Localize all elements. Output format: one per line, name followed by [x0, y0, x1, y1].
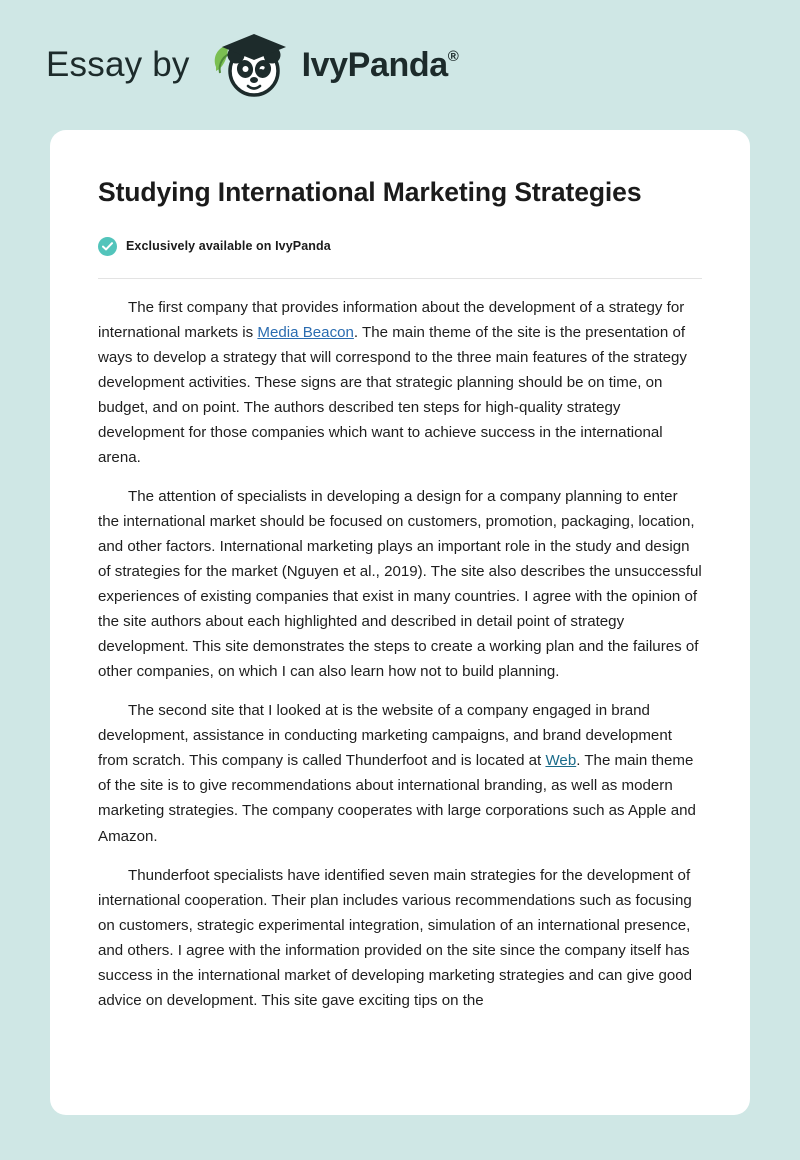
status-badge	[98, 237, 702, 256]
paragraph-3-text-before: The second site that I looked at is the website of a company engaged in brand development, assistance in conducting marketing campaigns, and brand development from scratch. This company is called Thunderfoot and is located at	[98, 702, 672, 770]
brand-name	[302, 46, 459, 85]
paragraph-3	[98, 698, 702, 848]
panda-graduation-cap-icon	[202, 27, 298, 103]
paragraph-1-text-before: The first company that provides information about the development of a strategy for international markets is	[98, 298, 685, 341]
brand-name-text: IvyPanda	[301, 45, 448, 84]
paragraph-1	[98, 295, 702, 470]
divider	[98, 278, 702, 279]
paragraph-1-text-after: . The main theme of the site is the presentation of ways to develop a strategy that will correspond to the three main features of the strategy development activities. These signs are that strategic planning should be on time, on budget, and on point. The authors described ten steps for high-quality strategy development for those companies which want to achieve success in the international arena.	[98, 323, 687, 466]
ivypanda-logo[interactable]	[202, 27, 459, 103]
paragraph-4: Thunderfoot specialists have identified seven main strategies for the development of international cooperation. Their plan includes various recommendations such as focusing on customers, strategic experimental integration, simulation of an international presence, and others. I agree with the information provided on the site since the company itself has success in the international market of developing marketing strategies and can give good advice on development. This site gave exciting tips on the	[98, 866, 693, 1009]
link-web[interactable]: Web	[545, 752, 577, 770]
paragraph-2: The attention of specialists in developing a design for a company planning to enter the international market should be focused on customers, promotion, packaging, location, and other factors. International marketing plays an important role in the study and design of strategies for the market (Nguyen et al., 2019). The site also describes the unsuccessful experiences of existing companies that exist in many countries. I agree with the opinion of the site authors about each highlighted and described in detail point of strategy development. This site demonstrates the steps to create a working plan and the failures of other companies, on which I can also learn how not to build planning.	[98, 487, 702, 681]
essay-by-label: Essay by	[46, 45, 190, 84]
page-title: Studying International Marketing Strategies	[98, 177, 642, 207]
check-circle-icon	[98, 237, 117, 256]
status-badge-label: Exclusively available on IvyPanda	[126, 239, 331, 254]
document-card	[50, 130, 750, 1115]
paragraph-3-text-after: . The main theme of the site is to give recommendations about international branding, as well as modern marketing strategies. The company cooperates with large corporations such as Apple and Amazon.	[98, 752, 696, 845]
essay-body	[98, 295, 702, 1013]
link-media-beacon[interactable]: Media Beacon	[257, 323, 354, 341]
registered-mark: ®	[447, 47, 459, 65]
brand-header	[0, 0, 800, 130]
